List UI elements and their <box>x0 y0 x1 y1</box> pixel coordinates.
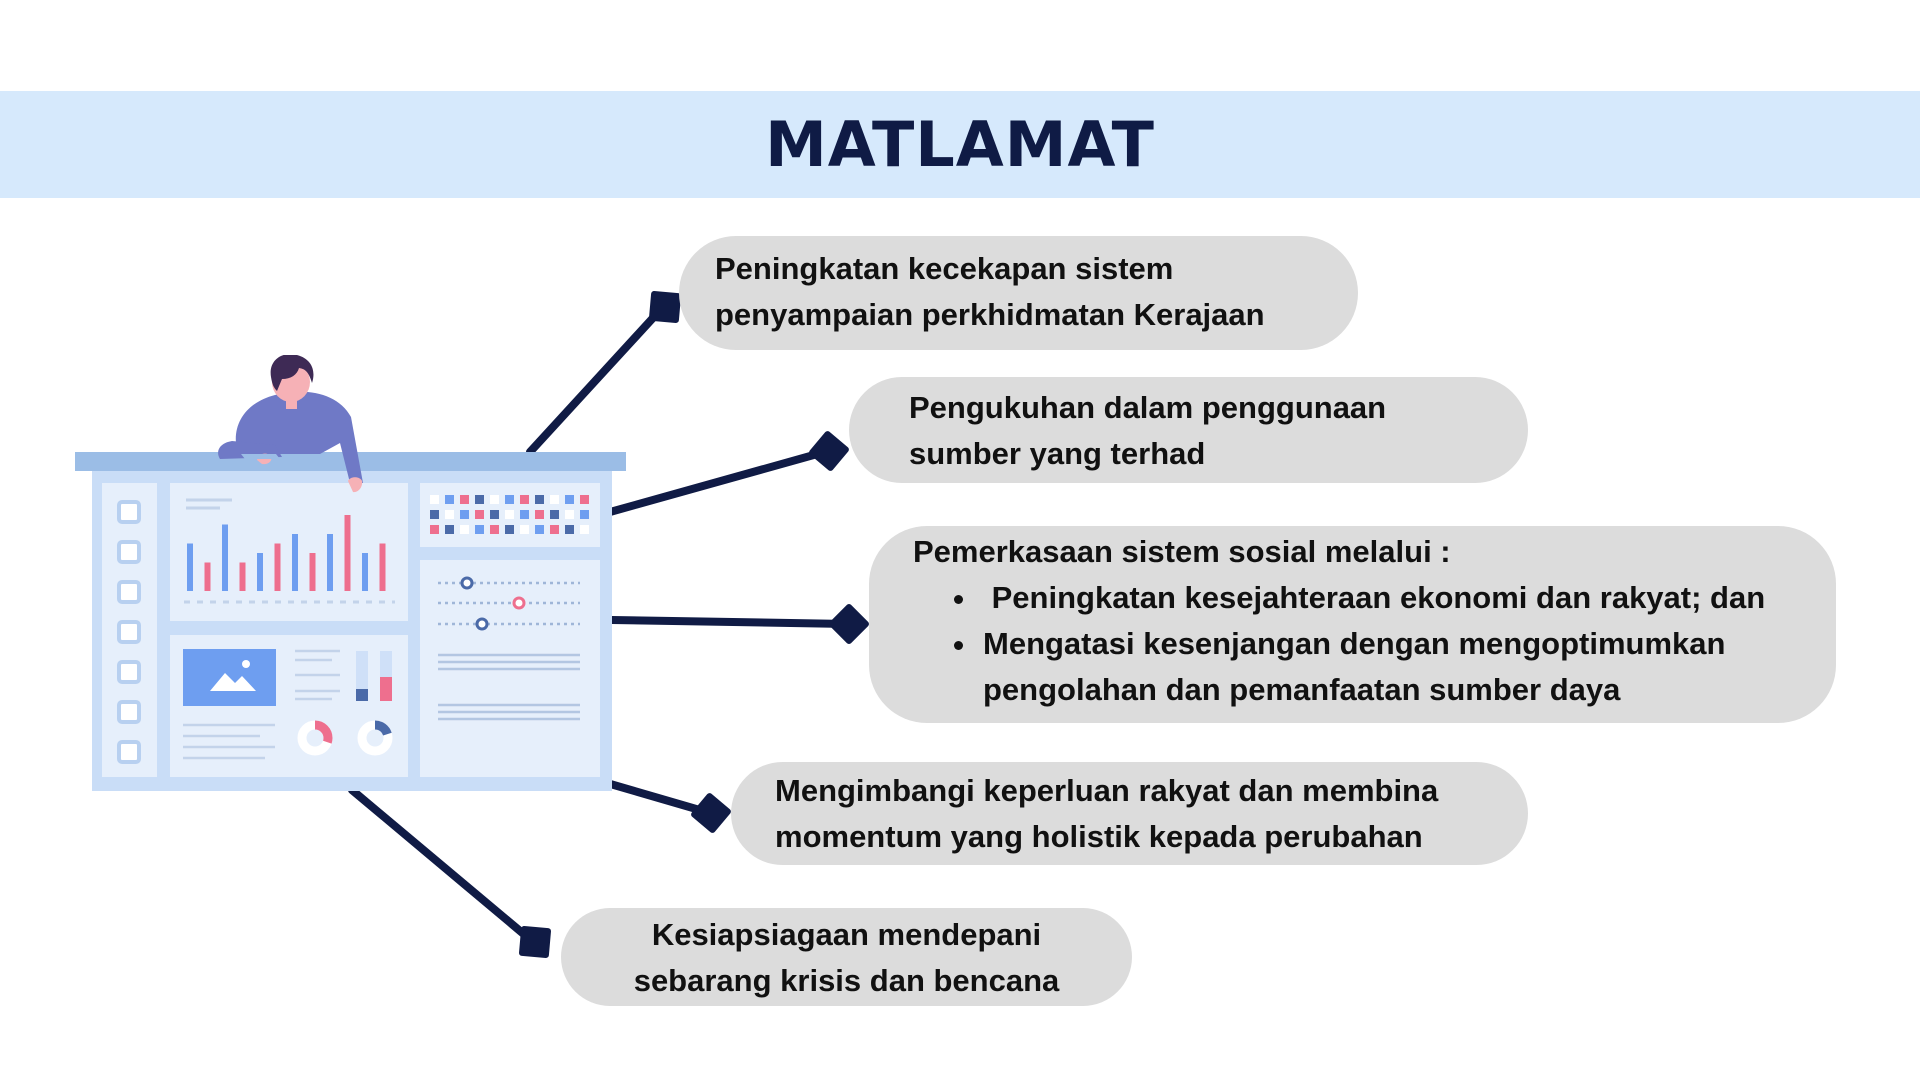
dot-cell <box>490 510 499 519</box>
dot-cell <box>475 525 484 534</box>
dot-cell <box>535 525 544 534</box>
connector-marker-5 <box>519 926 552 959</box>
dot-cell <box>520 525 529 534</box>
dot-cell <box>580 525 589 534</box>
goal-3-heading: Pemerkasaan sistem sosial melalui : <box>913 534 1451 569</box>
connector-marker-3 <box>828 603 870 645</box>
dot-cell <box>580 495 589 504</box>
dot-cell <box>445 495 454 504</box>
dot-cell <box>565 525 574 534</box>
dot-matrix <box>430 495 589 534</box>
dot-cell <box>460 495 469 504</box>
connector-marker-4 <box>690 792 732 834</box>
goal-2-line-1: Pengukuhan dalam penggunaan <box>909 390 1387 425</box>
dot-cell <box>505 525 514 534</box>
chart-bar <box>310 553 316 591</box>
dot-cell <box>430 525 439 534</box>
dot-cell <box>445 525 454 534</box>
goal-pill-4 <box>731 762 1528 865</box>
goal-4-line-1: Mengimbangi keperluan rakyat dan membina <box>775 773 1439 808</box>
dot-cell <box>460 525 469 534</box>
chart-bar <box>275 544 281 592</box>
dot-cell <box>535 495 544 504</box>
dot-cell <box>565 495 574 504</box>
dot-cell <box>460 510 469 519</box>
chart-bar <box>292 534 298 591</box>
chart-bar <box>205 563 211 592</box>
dot-cell <box>475 510 484 519</box>
goal-2-line-2: sumber yang terhad <box>909 436 1206 471</box>
page-title: MATLAMAT <box>765 108 1155 181</box>
chart-bar <box>327 534 333 591</box>
dot-cell <box>475 495 484 504</box>
chart-bar <box>380 544 386 592</box>
chart-bar <box>362 553 368 591</box>
chart-bar <box>222 525 228 592</box>
connector-line-3 <box>612 620 848 624</box>
dot-cell <box>580 510 589 519</box>
goal-pill-1 <box>679 236 1358 350</box>
dot-cell <box>430 495 439 504</box>
dot-cell <box>430 510 439 519</box>
goal-4-line-2: momentum yang holistik kepada perubahan <box>775 819 1423 854</box>
chart-bar <box>240 563 246 592</box>
dot-cell <box>505 495 514 504</box>
goal-pill-3 <box>869 526 1836 723</box>
connector-marker-1 <box>649 291 682 324</box>
analyst-dashboard-icon <box>70 355 630 795</box>
goal-3-bullet-list <box>913 575 1816 713</box>
goal-5-line-1: Kesiapsiagaan mendepani <box>651 917 1042 952</box>
dot-cell <box>490 525 499 534</box>
dot-cell <box>490 495 499 504</box>
goal-5-line-2: sebarang krisis dan bencana <box>633 963 1060 998</box>
goal-3-bullet-1: • Peningkatan kesejahteraan ekonomi dan rakyat; dan <box>979 575 1816 621</box>
dot-cell <box>550 510 559 519</box>
dot-cell <box>550 525 559 534</box>
chart-bar <box>345 515 351 591</box>
goal-1-line-2: penyampaian perkhidmatan Kerajaan <box>715 297 1265 332</box>
dot-cell <box>505 510 514 519</box>
chart-bar <box>257 553 263 591</box>
connector-line-5 <box>352 790 532 941</box>
goal-pill-2 <box>849 377 1528 483</box>
dot-cell <box>445 510 454 519</box>
goal-3-bullet-2: • Mengatasi kesenjangan dengan mengoptimumkan pengolahan dan pemanfaatan sumber daya <box>979 621 1816 713</box>
dot-cell <box>565 510 574 519</box>
dot-cell <box>535 510 544 519</box>
dot-cell <box>520 495 529 504</box>
connector-line-2 <box>610 451 828 512</box>
goal-1-line-1: Peningkatan kecekapan sistem <box>715 251 1174 286</box>
goal-pill-5 <box>561 908 1132 1006</box>
dot-cell <box>550 495 559 504</box>
connector-marker-2 <box>808 430 850 472</box>
dot-cell <box>520 510 529 519</box>
chart-bar <box>187 544 193 592</box>
